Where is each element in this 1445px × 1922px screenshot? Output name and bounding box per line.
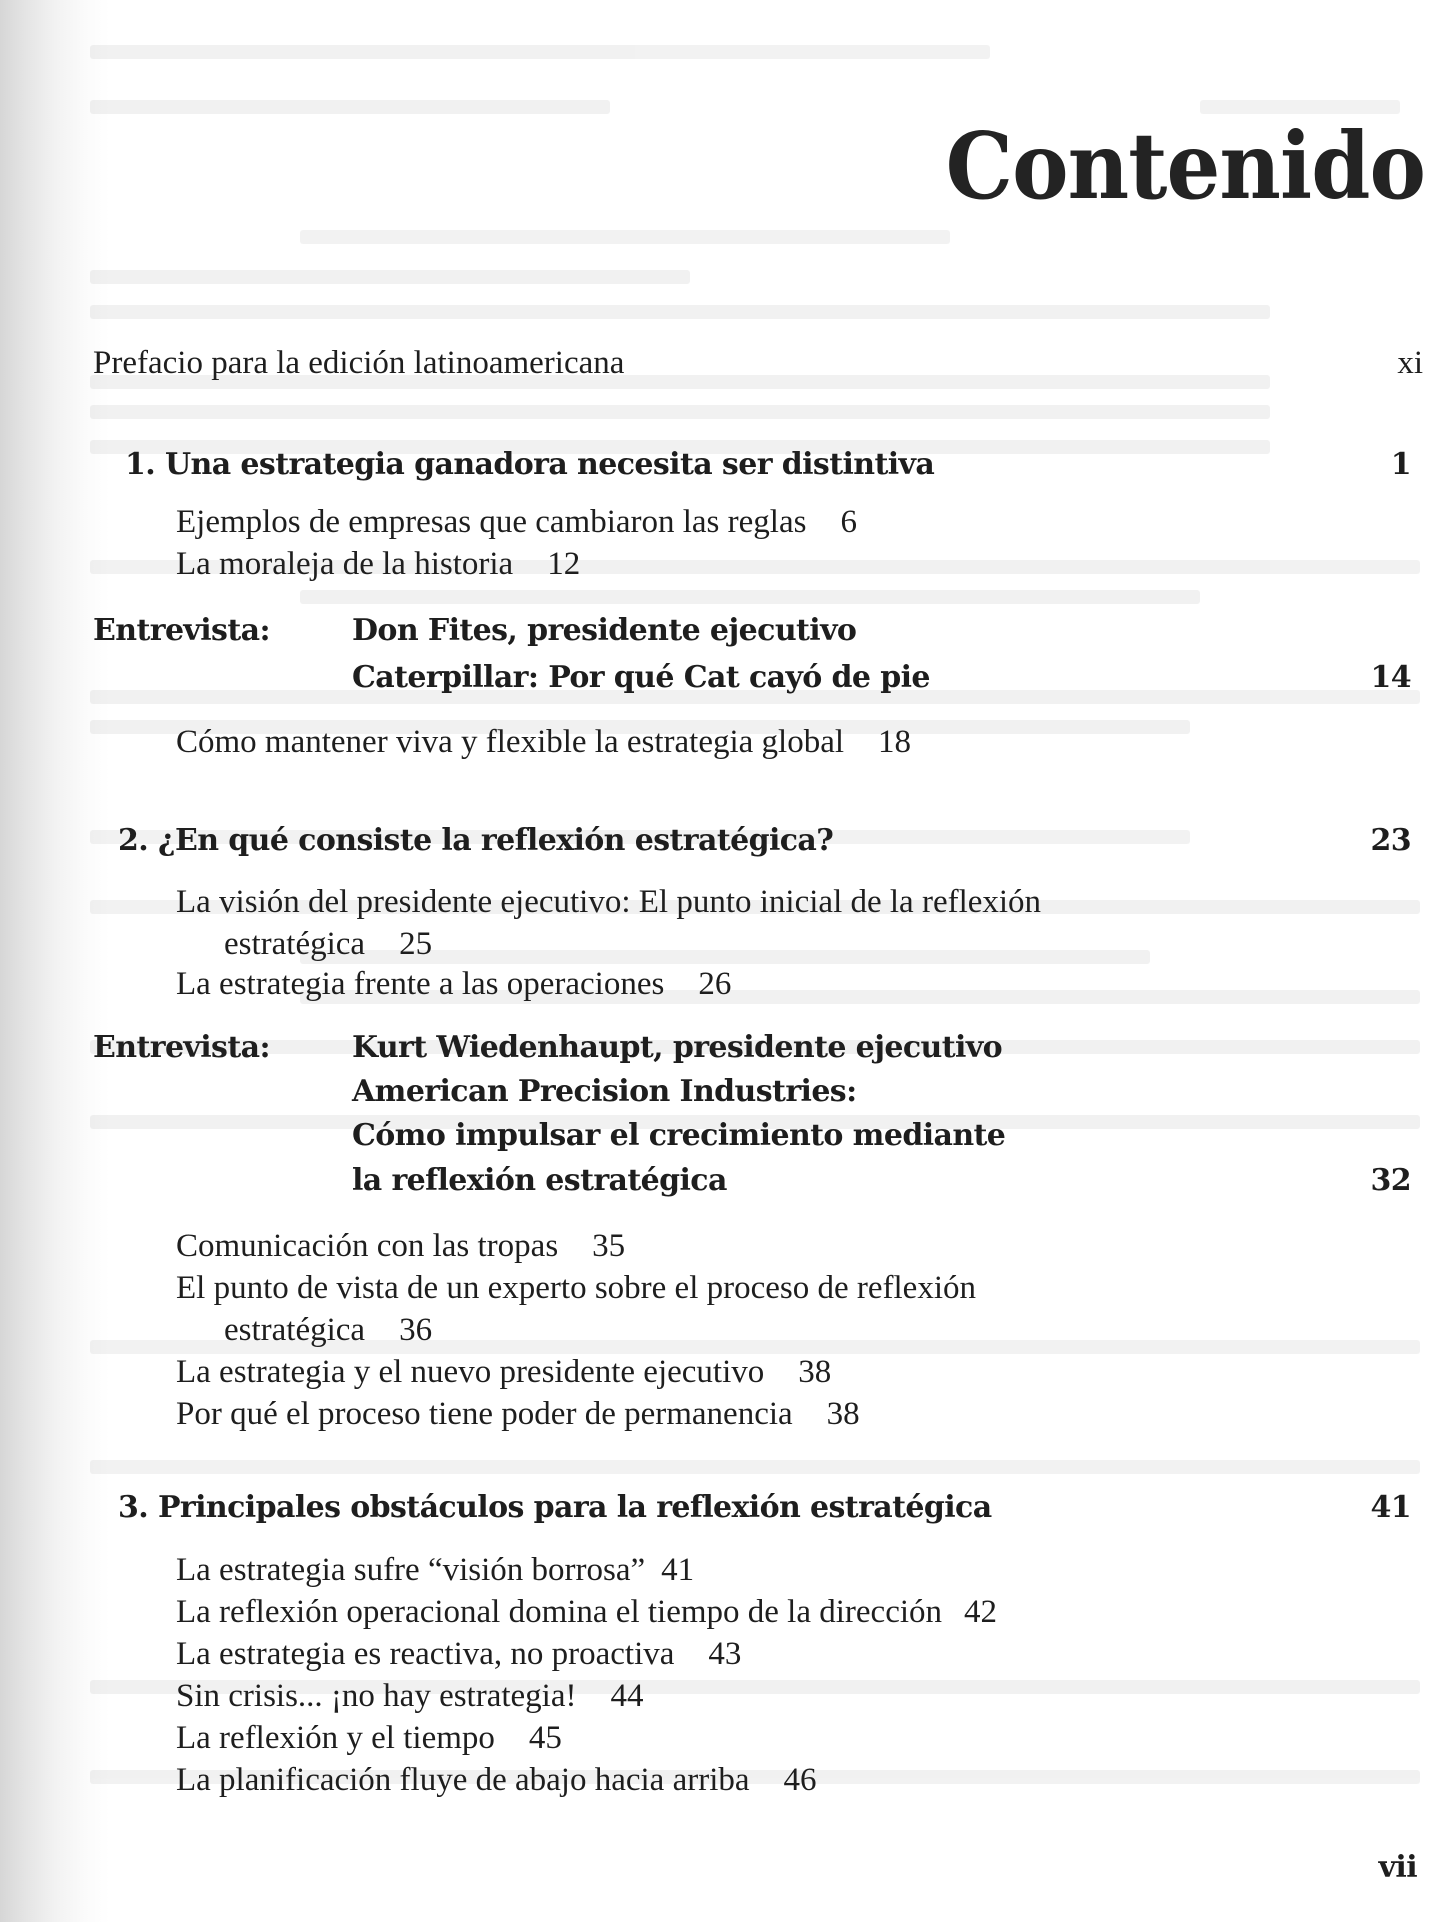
toc-chapter-title: 3. Principales obstáculos para la reflexión estratégica	[118, 1490, 992, 1525]
interview-prefix: Entrevista:	[93, 1030, 270, 1065]
toc-entry-label: La estrategia frente a las operaciones	[176, 966, 665, 1002]
toc-page-number: 25	[399, 926, 433, 962]
toc-page-number: 14	[1370, 660, 1411, 695]
toc-page-number: 1	[1390, 447, 1411, 482]
toc-entry-label: La estrategia sufre “visión borrosa”	[176, 1552, 646, 1588]
toc-entry-label: Prefacio para la edición latinoamericana	[93, 345, 625, 381]
toc-chapter-title: 1. Una estrategia ganadora necesita ser distintiva	[125, 447, 935, 482]
toc-page-number: xi	[1397, 345, 1423, 381]
interview-title-line: Caterpillar: Por qué Cat cayó de pie	[352, 660, 930, 695]
toc-page-number: 45	[528, 1720, 562, 1756]
toc-page-number: 36	[399, 1312, 433, 1348]
toc-page-number: 26	[698, 966, 732, 1002]
toc-entry-label: estratégica	[224, 926, 366, 962]
toc-page-number: 41	[661, 1552, 695, 1588]
toc-entry-label: estratégica	[224, 1312, 366, 1348]
toc-entry-label: Cómo mantener viva y flexible la estrategia global	[176, 724, 845, 760]
interview-title-line: American Precision Industries:	[352, 1074, 857, 1109]
toc-entry-label: La estrategia y el nuevo presidente ejecutivo	[176, 1354, 765, 1390]
toc-page-number: 44	[610, 1678, 644, 1714]
toc-entry-label: Comunicación con las tropas	[176, 1228, 559, 1264]
toc-page-number: 38	[826, 1396, 860, 1432]
page-title: Contenido	[945, 112, 1425, 220]
toc-page-number: 35	[592, 1228, 626, 1264]
toc-page-number: 42	[964, 1594, 998, 1630]
toc-entry-label: Por qué el proceso tiene poder de permanencia	[176, 1396, 793, 1432]
toc-entry-label: La planificación fluye de abajo hacia arriba	[176, 1762, 750, 1798]
interview-prefix: Entrevista:	[93, 613, 270, 648]
toc-page-number: 46	[783, 1762, 817, 1798]
toc-page-number: 6	[840, 504, 857, 540]
toc-entry-label: El punto de vista de un experto sobre el proceso de reflexión	[176, 1270, 976, 1306]
toc-page-number: 23	[1370, 823, 1411, 858]
interview-title-line: Kurt Wiedenhaupt, presidente ejecutivo	[352, 1030, 1003, 1065]
toc-entry-label: La reflexión operacional domina el tiempo de la dirección	[176, 1594, 943, 1630]
toc-entry-label: La estrategia es reactiva, no proactiva	[176, 1636, 675, 1672]
toc-page-number: 43	[708, 1636, 742, 1672]
toc-page-number: 38	[798, 1354, 832, 1390]
interview-title-line: Don Fites, presidente ejecutivo	[352, 613, 857, 648]
toc-page-number: 41	[1370, 1490, 1411, 1525]
toc-entry-label: La moraleja de la historia	[176, 546, 514, 582]
toc-entry-label: La reflexión y el tiempo	[176, 1720, 495, 1756]
interview-title-line: Cómo impulsar el crecimiento mediante	[352, 1118, 1006, 1153]
folio-number: vii	[1378, 1850, 1417, 1885]
interview-title-line: la reflexión estratégica	[352, 1163, 727, 1198]
toc-page-number: 32	[1370, 1163, 1411, 1198]
toc-chapter-title: 2. ¿En qué consiste la reflexión estratégica?	[118, 823, 834, 858]
toc-page-number: 18	[878, 724, 912, 760]
toc-entry-label: La visión del presidente ejecutivo: El punto inicial de la reflexión	[176, 884, 1042, 920]
toc-page-number: 12	[547, 546, 581, 582]
toc-entry-label: Sin crisis... ¡no hay estrategia!	[176, 1678, 577, 1714]
toc-entry-label: Ejemplos de empresas que cambiaron las reglas	[176, 504, 807, 540]
